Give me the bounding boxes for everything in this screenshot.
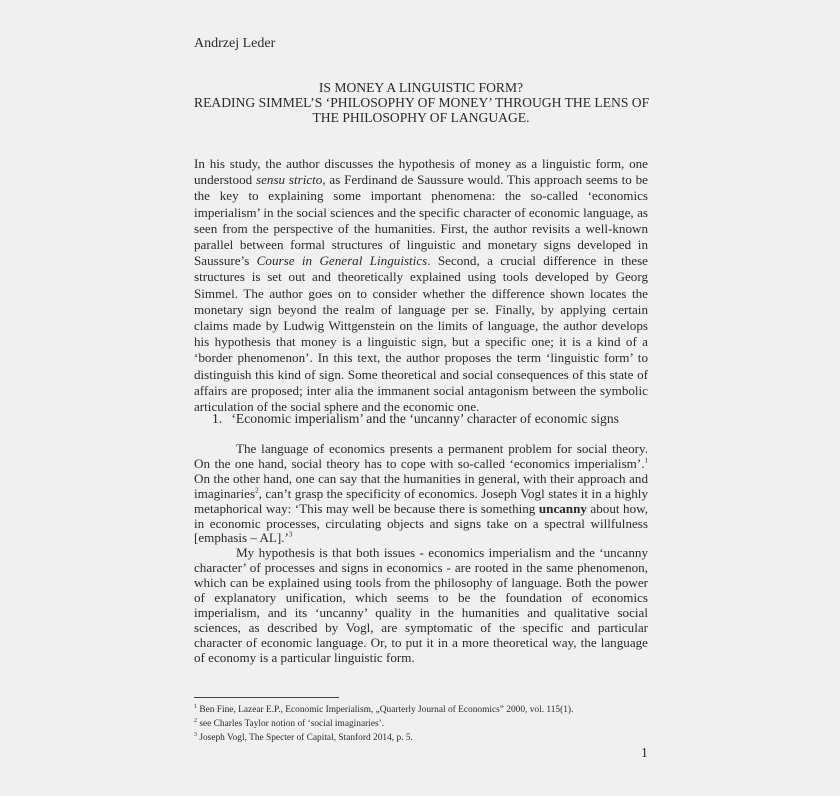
body-text	[194, 442, 648, 666]
section-title: ‘Economic imperialism’ and the ‘uncanny’ character of economic signs	[231, 411, 619, 426]
title-line: THE PHILOSOPHY OF LANGUAGE.	[312, 110, 530, 125]
abstract-paragraph: In his study, the author discusses the hypothesis of money as a linguistic form, one understood sensu stricto, as Ferdinand de Saussure would. This approach seems to be the key to explaining some important phenomena: the so-called ‘economics imperialism’ in the social sciences and the specific character of economic language, as seen from the perspective of the humanities. First, the author revisits a well-known parallel between formal structures of linguistic and monetary signs developed in Saussure’s Course in General Linguistics. Second, a crucial difference in these structures is set out and theoretically explained using tools developed by Georg Simmel. The author goes on to consider whether the difference shown locates the monetary sign beyond the realm of language per se. Finally, by applying certain claims made by Ludwig Wittgenstein on the limits of language, the author develops his hypothesis that money is a linguistic sign, but a specific one; it is a kind of a ‘border phenomenon’. In this text, the author proposes the term ‘linguistic form’ to distinguish this kind of sign. Some theoretical and social consequences of this state of affairs are proposed; inter alia the immanent social antagonism between the symbolic articulation of the social sphere and the economic one.	[194, 156, 648, 415]
footnote-mark: 1	[194, 704, 197, 710]
bold-text: uncanny	[538, 500, 587, 516]
section-number: 1.	[212, 411, 223, 426]
footnote-divider	[194, 697, 339, 698]
paper-title	[194, 80, 648, 125]
emphasis-text: sensu stricto	[255, 172, 323, 188]
footnote: $^3$ Joseph Vogl, The Specter of Capital, Stanford 2014, p. 5.	[194, 731, 413, 743]
body-paragraph: My hypothesis is that both issues - economics imperialism and the ‘uncanny character’ of processes and signs in economics - are rooted in the same phenomenon, which can be explained using tools from the philosophy of language. Both the power of explanatory unification, which seems to be the foundation of economics imperialism, and its ‘uncanny’ quality in the humanities and qualitative social sciences, as described by Vogl, are symptomatic of the specific and particular character of economic language. Or, to put it in a more theoretical way, the language of economy is a particular linguistic form.	[194, 545, 648, 665]
footnote: $^1$ Ben Fine, Lazear E.P., Economic Imperialism, „Quarterly Journal of Economics” 2000, vol. 115(1).	[194, 704, 574, 716]
title-line: READING SIMMEL’S ‘PHILOSOPHY OF MONEY’ THROUGH THE LENS OF	[194, 95, 650, 110]
author-name: Andrzej Leder	[194, 36, 276, 51]
footnote-mark: 3	[194, 731, 197, 738]
title-line: IS MONEY A LINGUISTIC FORM?	[318, 80, 524, 95]
footnote-ref: 1	[644, 456, 648, 465]
footnote-ref: 2	[255, 486, 259, 495]
footnote-mark: 2	[194, 717, 197, 724]
footnotes	[194, 702, 654, 744]
footnote-ref: 3	[288, 531, 293, 540]
page-number: 1	[641, 745, 648, 760]
footnote: $^2$ see Charles Taylor notion of ‘social imaginaries’.	[194, 717, 385, 730]
body-paragraph: The language of economics presents a permanent problem for social theory. On the one hand, social theory has to cope with so-called ‘economics imperialism’.$^1$ On the other hand, one can say that the humanities in general, with their approach and imaginaries$^2$, can’t grasp the specificity of economics. Joseph Vogl states it in a highly metaphorical way: ‘This may well be because there is something uncanny about how, in economic processes, circulating objects and signs take on a spectral willfulness [emphasis – AL].’$^3$	[194, 441, 649, 546]
book-title: Course in General Linguistics	[256, 253, 428, 269]
section-heading	[212, 411, 619, 427]
